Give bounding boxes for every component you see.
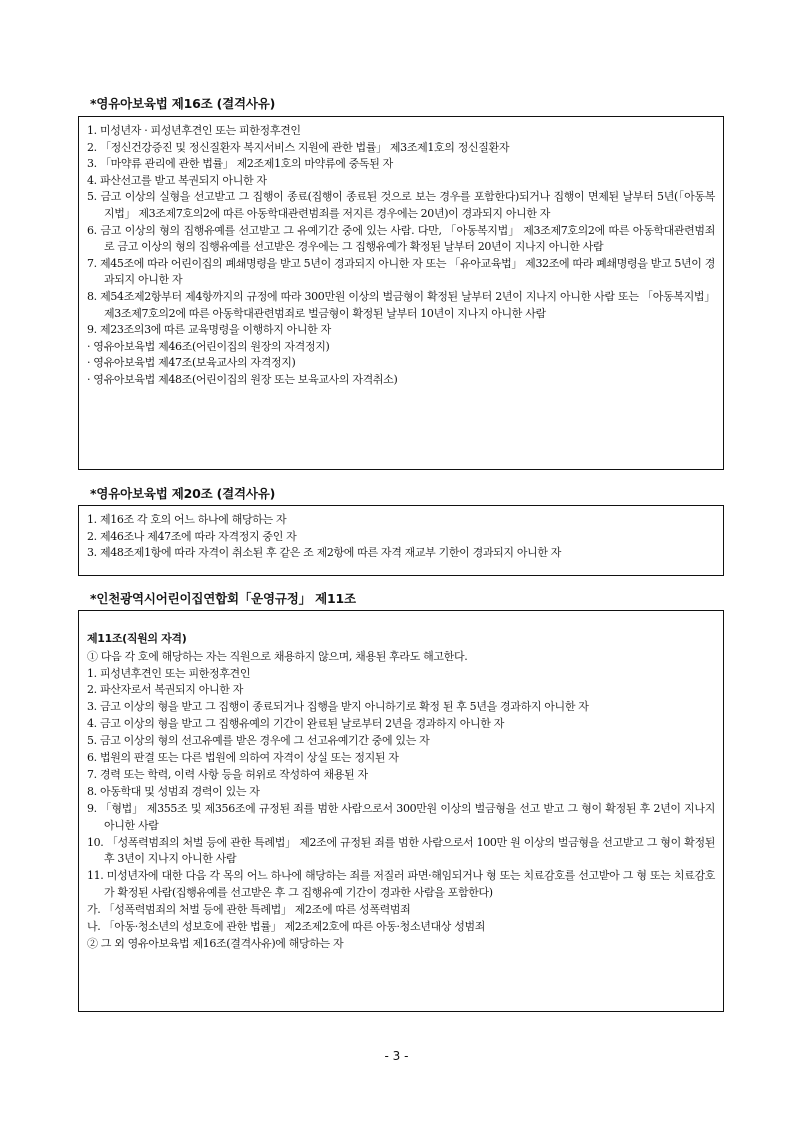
list-item: 1. 제16조 각 호의 어느 하나에 해당하는 자 xyxy=(87,513,287,526)
list-item: · 영유아보육법 제46조(어린이집의 원장의 자격정지) xyxy=(87,339,330,353)
section3-heading xyxy=(90,589,356,607)
list-item: 나. 「아동·청소년의 성보호에 관한 법률」 제2조제2호에 따른 아동·청소년대상 성범죄 xyxy=(87,920,486,934)
section1-heading-text: *영유아보육법 제16조 (결격사유) xyxy=(90,96,276,111)
section2-heading-text: *영유아보육법 제20조 (결격사유) xyxy=(90,486,276,501)
list-item: 1. 미성년자 · 피성년후견인 또는 피한정후견인 xyxy=(87,124,301,137)
section2-box xyxy=(78,505,724,576)
list-item: 2. 「정신건강증진 및 정신질환자 복지서비스 지원에 관한 법률」 제3조제1호의 정신질환자 xyxy=(87,140,510,154)
list-item: 10. 「성폭력범죄의 처벌 등에 관한 특례법」 제2조에 규정된 죄를 범한 사람으로서 100만 원 이상의 벌금형을 선고받고 그 형이 확정된 후 3년이 지나지 아니한 사람 xyxy=(87,835,715,866)
list-item: 4. 금고 이상의 형을 받고 그 집행유예의 기간이 완료된 날로부터 2년을 경과하지 아니한 자 xyxy=(87,717,505,731)
page-number: - 3 - xyxy=(384,1049,409,1063)
list-item: 6. 금고 이상의 형의 집행유예를 선고받고 그 유예기간 중에 있는 사람. 다만, 「아동복지법」 제3조제7호의2에 따른 아동학대관련범죄로 금고 이상의 형의 집행유예를 선고받은 경우에는 그 집행유예가 확정된 날부터 20년이 지나지 아니한 사람 xyxy=(87,223,715,254)
section2-heading xyxy=(90,484,275,502)
list-item: 8. 제54조제2항부터 제4항까지의 규정에 따라 300만원 이상의 벌금형이 확정된 날부터 2년이 지나지 아니한 사람 또는 「아동복지법」 제3조제7호의2에 따른 아동학대관련범죄로 벌금형이 확정된 날부터 10년이 지나지 아니한 사람 xyxy=(87,289,715,320)
section1-box xyxy=(78,116,724,470)
list-item: 7. 경력 또는 학력, 이력 사항 등을 허위로 작성하여 채용된 자 xyxy=(87,767,368,781)
section1-heading xyxy=(90,94,275,112)
list-item: 11. 미성년자에 대한 다음 각 목의 어느 하나에 해당하는 죄를 저질러 파면·해임되거나 형 또는 치료감호를 선고받아 그 형 또는 치료감호가 확정된 사람(집행유예를 선고받은 후 그 집행유예 기간이 경과한 사람을 포함한다) xyxy=(87,869,715,900)
list-item: ① 다음 각 호에 해당하는 자는 직원으로 채용하지 않으며, 채용된 후라도 해고한다. xyxy=(87,649,468,663)
article-title: 제11조(직원의 자격) xyxy=(87,632,187,645)
section3-heading-text: *인천광역시어린이집연합회「운영규정」 제11조 xyxy=(90,591,356,606)
list-item: 2. 파산자로서 복권되지 아니한 자 xyxy=(87,683,243,697)
list-item: 4. 파산선고를 받고 복권되지 아니한 자 xyxy=(87,173,267,187)
list-item: 1. 피성년후견인 또는 피한정후견인 xyxy=(87,666,251,680)
list-item: 3. 금고 이상의 형을 받고 그 집행이 종료되거나 집행을 받지 아니하기로 확정 된 후 5년을 경과하지 아니한 자 xyxy=(87,700,589,714)
list-item: 8. 아동학대 및 성범죄 경력이 있는 자 xyxy=(87,784,260,798)
list-item: 3. 「마약류 관리에 관한 법률」 제2조제1호의 마약류에 중독된 자 xyxy=(87,157,393,171)
list-item: · 영유아보육법 제47조(보육교사의 자격정지) xyxy=(87,356,296,370)
list-item: 5. 금고 이상의 형의 선고유예를 받은 경우에 그 선고유예기간 중에 있는 자 xyxy=(87,734,430,748)
list-item: 2. 제46조나 제47조에 따라 자격정지 중인 자 xyxy=(87,529,297,543)
list-item: 9. 「형법」 제355조 및 제356조에 규정된 죄를 범한 사람으로서 300만원 이상의 벌금형을 선고 받고 그 형이 확정된 후 2년이 지나지 아니한 사람 xyxy=(87,801,715,832)
section3-box xyxy=(78,610,724,1012)
list-item: 3. 제48조제1항에 따라 자격이 취소된 후 같은 조 제2항에 따른 자격 재교부 기한이 경과되지 아니한 자 xyxy=(87,546,562,560)
list-item: 6. 법원의 판결 또는 다른 법원에 의하여 자격이 상실 또는 정지된 자 xyxy=(87,751,399,765)
list-item: 가. 「성폭력범죄의 처벌 등에 관한 특례법」 제2조에 따른 성폭력범죄 xyxy=(87,903,411,917)
list-item: 7. 제45조에 따라 어린이집의 폐쇄명령을 받고 5년이 경과되지 아니한 자 또는 「유아교육법」 제32조에 따라 폐쇄명령을 받고 5년이 경과되지 아니한 자 xyxy=(87,256,715,287)
list-item: 5. 금고 이상의 실형을 선고받고 그 집행이 종료(집행이 종료된 것으로 보는 경우를 포함한다)되거나 집행이 면제된 날부터 5년(「아동복지법」 제3조제7호의2에 따른 아동학대관련범죄를 저지른 경우에는 20년)이 경과되지 아니한 자 xyxy=(87,190,715,220)
list-item: 9. 제23조의3에 따른 교육명령을 이행하지 아니한 자 xyxy=(87,323,331,337)
list-item: · 영유아보육법 제48조(어린이집의 원장 또는 보육교사의 자격취소) xyxy=(87,372,398,386)
list-item: ② 그 외 영유아보육법 제16조(결격사유)에 해당하는 자 xyxy=(87,937,344,950)
